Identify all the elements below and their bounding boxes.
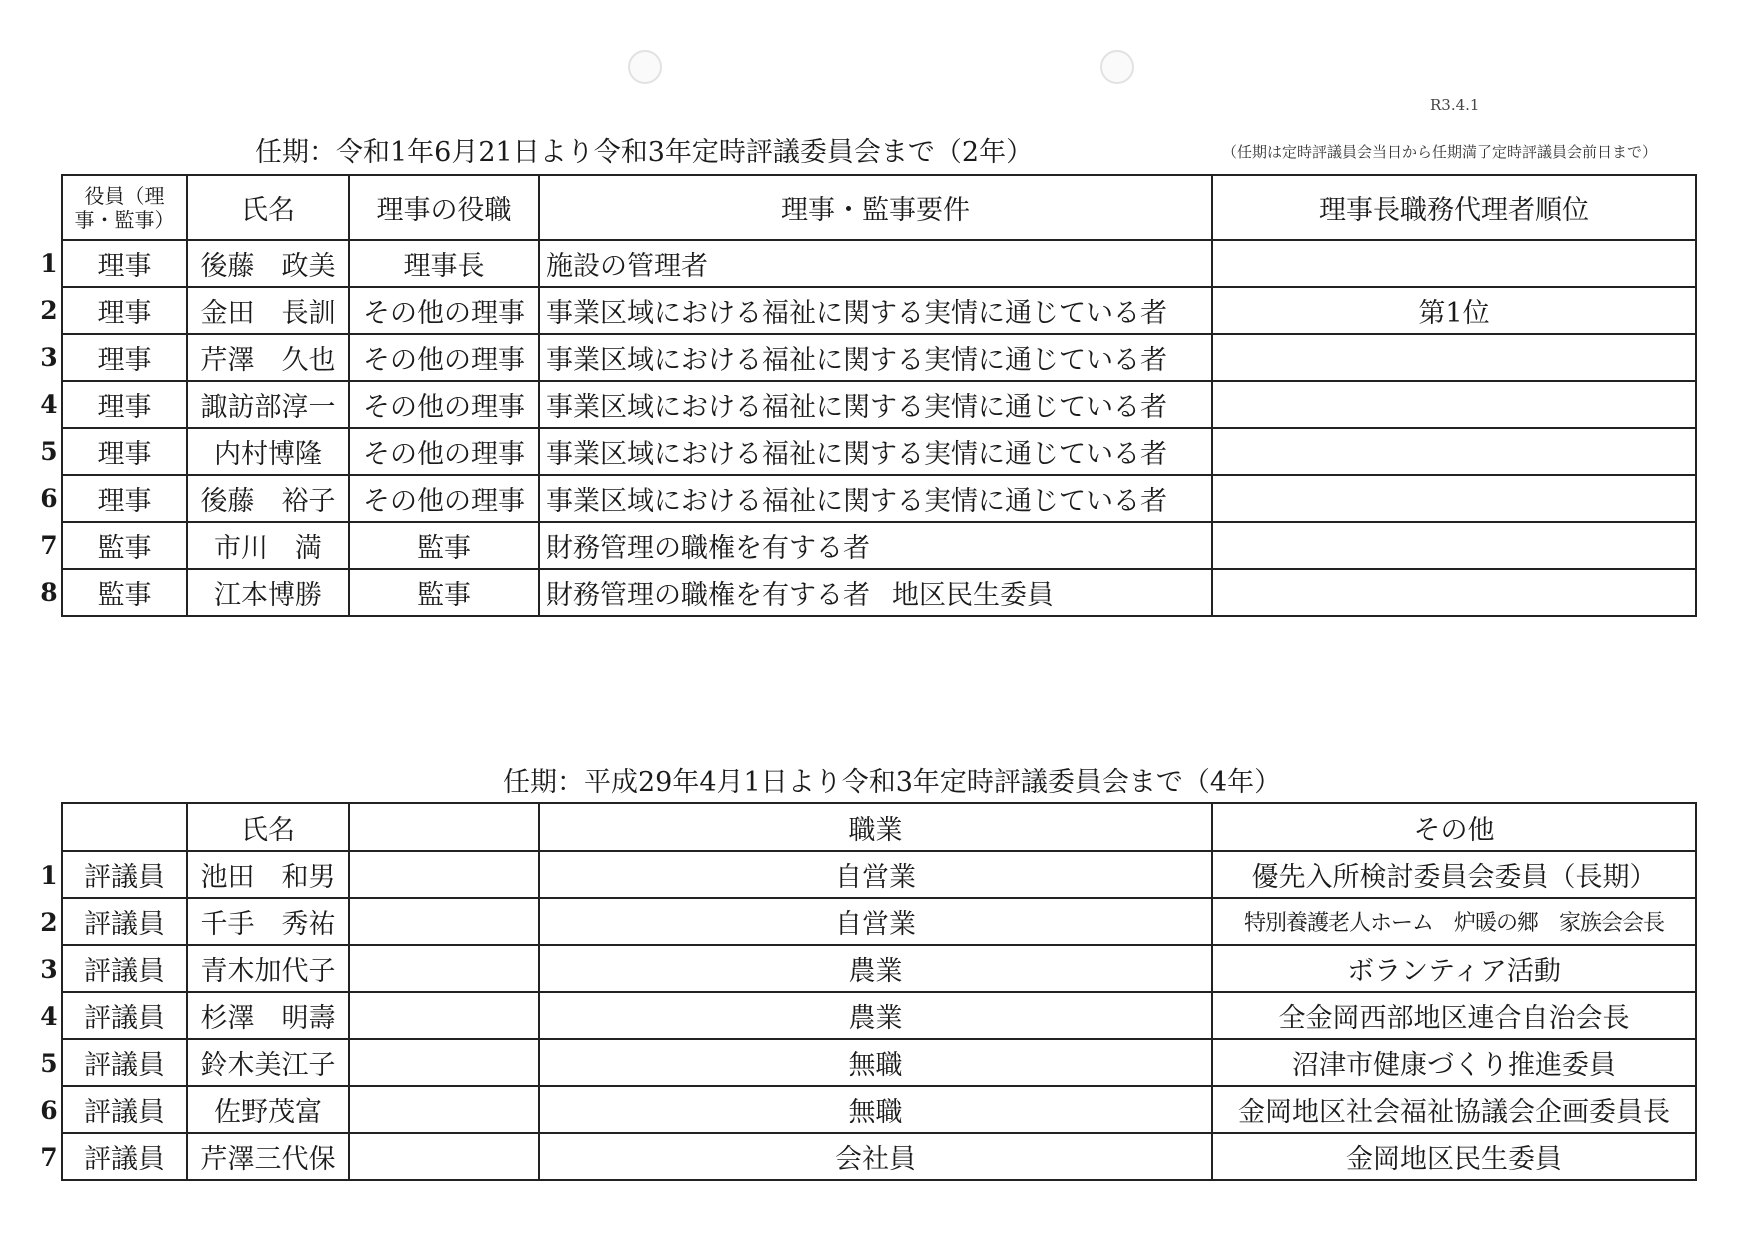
cell-requirement: 事業区域における福祉に関する実情に通じている者 bbox=[539, 287, 1212, 334]
cell-occupation: 自営業 bbox=[539, 898, 1212, 945]
cell-deputy: 第1位 bbox=[1212, 287, 1696, 334]
cell-other: 沼津市健康づくり推進委員 bbox=[1212, 1039, 1696, 1086]
cell-empty bbox=[349, 945, 539, 992]
cell-requirement: 財務管理の職権を有する者 bbox=[539, 522, 1212, 569]
section2-term-title: 任期：平成29年4月1日より令和3年定時評議委員会まで（4年） bbox=[503, 767, 1282, 798]
table-row bbox=[62, 287, 1696, 334]
cell-role: 理事 bbox=[62, 381, 187, 428]
row-number: 8 bbox=[40, 578, 58, 607]
table-row bbox=[62, 1039, 1696, 1086]
cell-deputy bbox=[1212, 334, 1696, 381]
cell-occupation: 無職 bbox=[539, 1039, 1212, 1086]
row-number: 6 bbox=[40, 484, 58, 513]
cell-deputy bbox=[1212, 428, 1696, 475]
cell-position: その他の理事 bbox=[349, 287, 539, 334]
cell-role: 評議員 bbox=[62, 992, 187, 1039]
cell-name: 池田 和男 bbox=[187, 851, 349, 898]
cell-name: 江本博勝 bbox=[187, 569, 349, 616]
cell-empty bbox=[349, 1133, 539, 1180]
row-number: 5 bbox=[40, 437, 58, 466]
punch-hole-right bbox=[1100, 50, 1134, 84]
cell-name: 後藤 政美 bbox=[187, 240, 349, 287]
cell-name: 芹澤三代保 bbox=[187, 1133, 349, 1180]
officers-table bbox=[61, 174, 1697, 617]
table-row bbox=[62, 851, 1696, 898]
councilors-table bbox=[61, 802, 1697, 1181]
cell-requirement: 財務管理の職権を有する者 地区民生委員 bbox=[539, 569, 1212, 616]
row-number: 7 bbox=[40, 531, 58, 560]
cell-name: 後藤 裕子 bbox=[187, 475, 349, 522]
cell-position: その他の理事 bbox=[349, 475, 539, 522]
section1-term-title: 任期：令和1年6月21日より令和3年定時評議委員会まで（2年） bbox=[255, 137, 1034, 168]
cell-position: 監事 bbox=[349, 569, 539, 616]
table-row bbox=[62, 381, 1696, 428]
cell-role: 評議員 bbox=[62, 1039, 187, 1086]
table-row bbox=[62, 1133, 1696, 1180]
cell-deputy bbox=[1212, 240, 1696, 287]
cell-empty bbox=[349, 898, 539, 945]
cell-name: 金田 長訓 bbox=[187, 287, 349, 334]
header-name: 氏名 bbox=[187, 175, 349, 240]
table-row bbox=[62, 992, 1696, 1039]
row-number: 2 bbox=[40, 908, 58, 937]
cell-deputy bbox=[1212, 522, 1696, 569]
header-role: 役員（理 事・監事） bbox=[62, 175, 187, 240]
cell-name: 千手 秀祐 bbox=[187, 898, 349, 945]
row-number: 6 bbox=[40, 1096, 58, 1125]
cell-deputy bbox=[1212, 475, 1696, 522]
cell-other: 全金岡西部地区連合自治会長 bbox=[1212, 992, 1696, 1039]
cell-other: 金岡地区社会福祉協議会企画委員長 bbox=[1212, 1086, 1696, 1133]
cell-role: 監事 bbox=[62, 569, 187, 616]
table-header-row bbox=[62, 175, 1696, 240]
table-row bbox=[62, 334, 1696, 381]
cell-role: 監事 bbox=[62, 522, 187, 569]
header-name: 氏名 bbox=[187, 803, 349, 851]
header-requirement: 理事・監事要件 bbox=[539, 175, 1212, 240]
cell-requirement: 事業区域における福祉に関する実情に通じている者 bbox=[539, 381, 1212, 428]
row-number: 7 bbox=[40, 1143, 58, 1172]
header-role-empty bbox=[62, 803, 187, 851]
header-occupation: 職業 bbox=[539, 803, 1212, 851]
cell-name: 青木加代子 bbox=[187, 945, 349, 992]
table-row bbox=[62, 240, 1696, 287]
row-number: 4 bbox=[40, 1002, 58, 1031]
table-row bbox=[62, 522, 1696, 569]
cell-other: 特別養護老人ホーム 炉暖の郷 家族会会長 bbox=[1212, 898, 1696, 945]
table-header-row bbox=[62, 803, 1696, 851]
row-number: 4 bbox=[40, 390, 58, 419]
punch-hole-left bbox=[628, 50, 662, 84]
cell-position: その他の理事 bbox=[349, 334, 539, 381]
cell-position: その他の理事 bbox=[349, 428, 539, 475]
header-position: 理事の役職 bbox=[349, 175, 539, 240]
cell-occupation: 農業 bbox=[539, 992, 1212, 1039]
cell-name: 市川 満 bbox=[187, 522, 349, 569]
date-stamp: R3.4.1 bbox=[1430, 96, 1480, 114]
table-row bbox=[62, 898, 1696, 945]
cell-occupation: 無職 bbox=[539, 1086, 1212, 1133]
cell-requirement: 事業区域における福祉に関する実情に通じている者 bbox=[539, 428, 1212, 475]
cell-other: 金岡地区民生委員 bbox=[1212, 1133, 1696, 1180]
row-number: 2 bbox=[40, 296, 58, 325]
row-number: 3 bbox=[40, 343, 58, 372]
row-number: 1 bbox=[40, 249, 58, 278]
row-number: 1 bbox=[40, 861, 58, 890]
cell-empty bbox=[349, 992, 539, 1039]
cell-name: 芹澤 久也 bbox=[187, 334, 349, 381]
cell-deputy bbox=[1212, 569, 1696, 616]
cell-name: 諏訪部淳一 bbox=[187, 381, 349, 428]
header-deputy: 理事長職務代理者順位 bbox=[1212, 175, 1696, 240]
cell-role: 理事 bbox=[62, 287, 187, 334]
row-number: 5 bbox=[40, 1049, 58, 1078]
cell-requirement: 事業区域における福祉に関する実情に通じている者 bbox=[539, 475, 1212, 522]
cell-role: 理事 bbox=[62, 240, 187, 287]
cell-other: ボランティア活動 bbox=[1212, 945, 1696, 992]
cell-empty bbox=[349, 1086, 539, 1133]
cell-role: 評議員 bbox=[62, 1133, 187, 1180]
cell-empty bbox=[349, 1039, 539, 1086]
table-row bbox=[62, 475, 1696, 522]
cell-occupation: 自営業 bbox=[539, 851, 1212, 898]
cell-role: 評議員 bbox=[62, 945, 187, 992]
requirement-extra: 地区民生委員 bbox=[892, 580, 1054, 611]
cell-role: 理事 bbox=[62, 428, 187, 475]
header-empty bbox=[349, 803, 539, 851]
header-other: その他 bbox=[1212, 803, 1696, 851]
section1-term-note: （任期は定時評議員会当日から任期満了定時評議員会前日まで） bbox=[1222, 143, 1658, 161]
cell-role: 理事 bbox=[62, 334, 187, 381]
cell-position: 監事 bbox=[349, 522, 539, 569]
cell-requirement: 施設の管理者 bbox=[539, 240, 1212, 287]
cell-name: 佐野茂富 bbox=[187, 1086, 349, 1133]
table-row bbox=[62, 945, 1696, 992]
cell-role: 理事 bbox=[62, 475, 187, 522]
table-row bbox=[62, 569, 1696, 616]
cell-role: 評議員 bbox=[62, 1086, 187, 1133]
cell-position: 理事長 bbox=[349, 240, 539, 287]
cell-empty bbox=[349, 851, 539, 898]
cell-role: 評議員 bbox=[62, 851, 187, 898]
table-row bbox=[62, 1086, 1696, 1133]
cell-name: 内村博隆 bbox=[187, 428, 349, 475]
cell-other: 優先入所検討委員会委員（長期） bbox=[1212, 851, 1696, 898]
cell-role: 評議員 bbox=[62, 898, 187, 945]
cell-occupation: 農業 bbox=[539, 945, 1212, 992]
cell-position: その他の理事 bbox=[349, 381, 539, 428]
table-row bbox=[62, 428, 1696, 475]
cell-deputy bbox=[1212, 381, 1696, 428]
cell-requirement: 事業区域における福祉に関する実情に通じている者 bbox=[539, 334, 1212, 381]
cell-name: 杉澤 明壽 bbox=[187, 992, 349, 1039]
cell-name: 鈴木美江子 bbox=[187, 1039, 349, 1086]
row-number: 3 bbox=[40, 955, 58, 984]
cell-occupation: 会社員 bbox=[539, 1133, 1212, 1180]
